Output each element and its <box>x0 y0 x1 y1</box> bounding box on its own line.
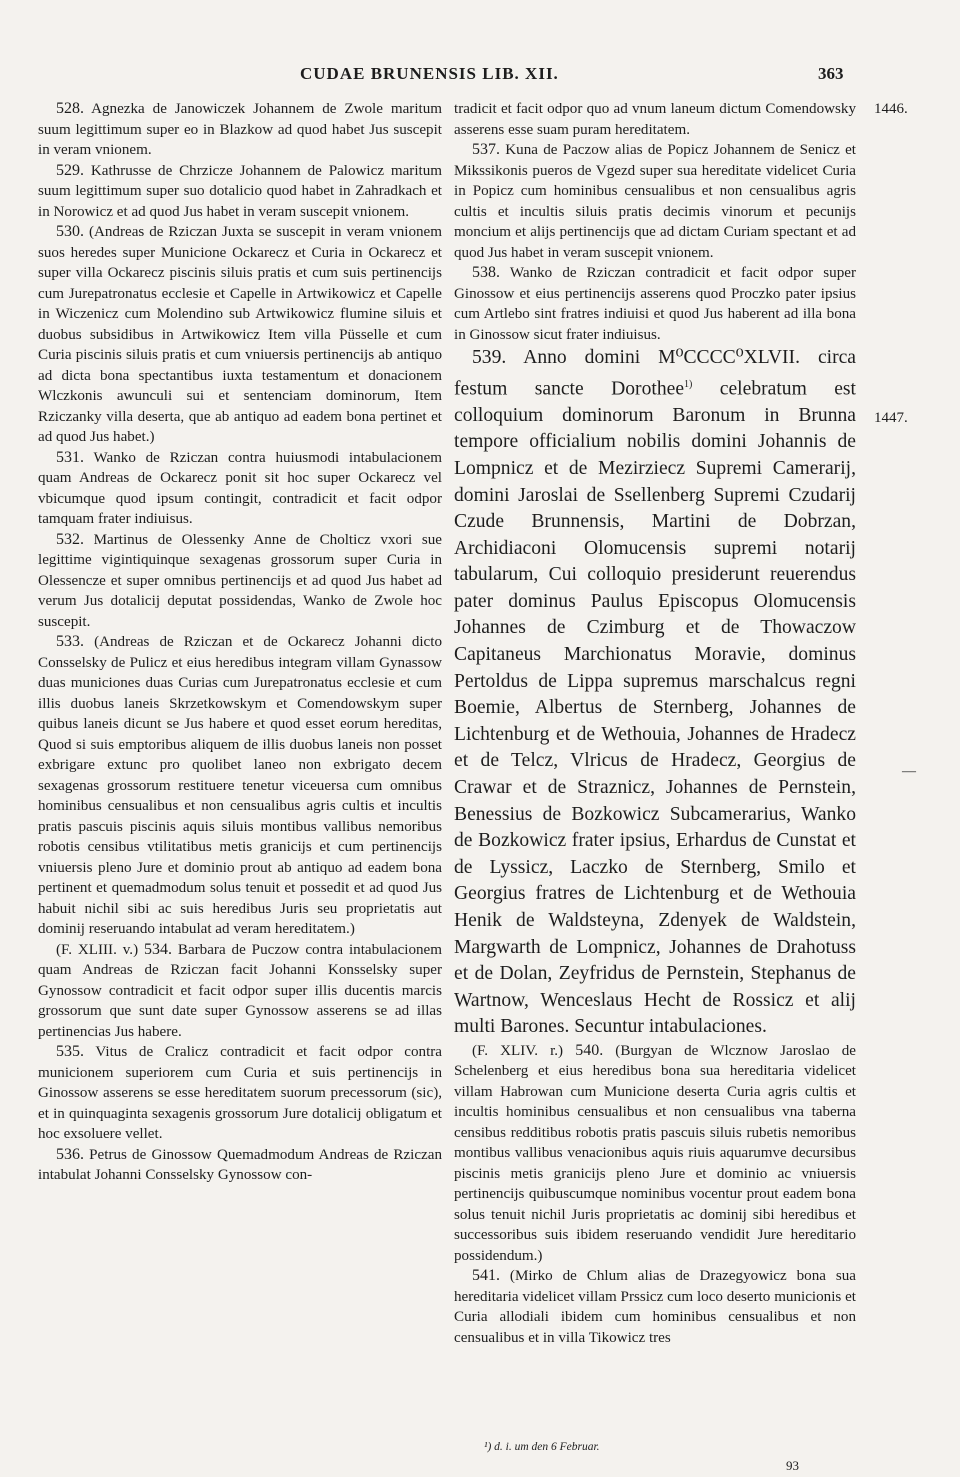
left-column <box>38 99 442 1186</box>
footnote: ¹) d. i. um den 6 Februar. <box>484 1441 600 1453</box>
entry-text: (Andreas de Rziczan Juxta se suscepit in veram vnionem suos heredes super Municione Ockarecz et Curia in Ockarecz et super villa Ockarecz piscinis siluis pratis et cum suis pertinencijs cum Jurepatronatus ecclesie et Capelle in Artwikowicz et Capelle in Wiczenicz cum Molendino sub Artwikowicz flumine siluis et duobus subsidibus in Artwikowicz Item villa Püsselle et cum Curia piscinis siluis pratis et cum vniuersis pertinencijs ab antiquo ad dicta bona spectantibus iuxta testamentum et donacionem Wlczkonis awunculi sui et sentenciam dominorum, Item Rziczanky villa deserta, que ab antiquo ad eadem bona pertinet et ad quod Jus habet.) <box>38 224 442 445</box>
entry-531 <box>38 448 442 530</box>
entry-text: tradicit et facit odpor quo ad vnum laneum dictum Comendowsky asserens esse suam puram hereditatem. <box>454 101 856 138</box>
entry-number: 537. <box>472 141 500 158</box>
entry-number: 528. <box>56 100 84 117</box>
entry-text: Kathrusse de Chrzicze Johannem de Palowicz maritum suum legittimum super suo dotalicio quod habet in Zahradkach et in Norowicz et ad quod Jus habet in veram suscepit vnionem. <box>38 162 442 220</box>
entry-number: 541. <box>472 1267 500 1285</box>
entry-text: Wanko de Rziczan contra huiusmodi intabulacionem quam Andreas de Ockarecz ponit sit hoc super Ockarecz vel vbicumque quod ipsum contingit, contradicit et facit odpor tamquam frater indiuisus. <box>38 449 442 527</box>
page-number: 363 <box>818 64 844 83</box>
entry-text: Vitus de Cralicz contradicit et facit odpor contra municionem superiorem cum Curia et suis pertinencijs in Ginossow asserens se esse hereditatem suorum precessorum (sic), et in quinquaginta sexagenis grossorum Jure dotalicij obligatum et hoc exsoluere vellet. <box>38 1044 442 1142</box>
margin-dash: — <box>902 764 916 779</box>
entry-539 <box>454 345 856 1041</box>
entry-number: 531. <box>56 448 84 466</box>
margin-year: 1446. <box>874 101 908 117</box>
entry-text: (Mirko de Chlum alias de Drazegyowicz bona sua hereditaria videlicet villam Prssicz cum loco deserto municionis et Curia allodiali ibidem cum hominibus censualibus et non censualibus et in villa Tikowicz tres <box>454 1268 856 1346</box>
running-head: CUDAE BRUNENSIS LIB. XII. <box>300 64 559 83</box>
entry-number: 538. <box>472 264 500 281</box>
entry-537 <box>454 140 856 263</box>
entry-number: 535. <box>56 1043 84 1060</box>
entry-530 <box>38 222 442 448</box>
entry-text: celebratum est colloquium dominorum Baronum in Brunna tempore officialium nobilis domini Johannis de Lompnicz et de Mezirziecz Supremi Camerarij, domini Jaroslai de Ssellenberg Supremi Czudarij Czude Brunnensis, Martini de Dobrzan, Archidiaconi Olomucensis supremi notarij tabularum, Cui colloquio presiderunt reuerendus pater dominus Paulus Episcopus Olomucensis Johannes de Czimburg et de Thowaczow Capitaneus Marchionatus Moravie, dominus Pertoldus de Lippa supremus marschalcus regni Boemie, Albertus de Sternberg, Johannes de Lichtenburg et de Wethouia, Johannes de Hradecz et de Telcz, Vlricus de Hradecz, Georgius de Crawar et de Straznicz, Johannes de Pernstein, Benessius de Bozkowicz Subcamerarius, Wanko de Bozkowicz frater ipsius, Erhardus de Cunstat et de Lyssicz, Laczko de Sternberg, Smilo et Georgius fratres de Lichtenburg et de Wethouia Henik de Waldsteyna, Zdenyek de Waldstein, Margwarth de Lompnicz, Johannes de Drahotuss et de Dolan, Zeyfridus de Pernstein, Stephanus de Wartnow, Wenceslaus Hecht de Rossicz et alij multi Barones. Secuntur intabulaciones. <box>454 378 856 1038</box>
entry-541 <box>454 1266 856 1348</box>
entry-529 <box>38 161 442 223</box>
entry-532 <box>38 530 442 633</box>
entry-text: Barbara de Puczow contra intabulacionem quam Andreas de Rziczan facit Johanni Konsselsky super Gynossow contradicit et facit odpor super illis ducentis marcis grossorum que sunt date super Gynossow asserens se ad illas pertinencias Jus habere. <box>38 941 442 1040</box>
entry-536-continued <box>454 99 856 140</box>
footnote-mark: 1) <box>684 378 693 390</box>
right-column <box>454 99 856 1348</box>
entry-number: 534. <box>144 940 172 958</box>
entry-534 <box>38 940 442 1043</box>
entry-536 <box>38 1145 442 1186</box>
entry-number: 536. <box>56 1145 84 1163</box>
entry-number: 529. <box>56 161 84 179</box>
entry-text: Agnezka de Janowiczek Johannem de Zwole maritum suum legittimum super eo in Blazkow ad quod habet Jus suscepit in veram vnionem. <box>38 101 443 158</box>
entry-text: Anno domini M⁰CCCC⁰XLVII. circa festum sancte Dorothee <box>454 347 857 400</box>
entry-text: Wanko de Rziczan contradicit et facit odpor super Ginossow et eius pertinencijs asserens quod Proczko pater ipsius cum Artlebo sint fratres indiuisi et quod Jus haberent ad illa bona in Ginossow sicut frater indiuisus. <box>454 265 856 343</box>
margin-year: 1447. <box>874 410 908 426</box>
entry-540 <box>454 1041 856 1267</box>
folio-ref: (F. XLIV. r.) <box>472 1042 564 1059</box>
entry-533 <box>38 632 442 940</box>
entry-text: Martinus de Olessenky Anne de Cholticz vxori sue legittime vigintiquinque sexagenas grossorum super Curia in Olessencze et super omnibus pertinencijs et ad quod Jus habet ad verum Jus dotalicij deputat possidendas, Wanko de Zwole hoc suscepit. <box>38 531 442 630</box>
entry-text: (Burgyan de Wlcznow Jaroslao de Schelenberg et eius heredibus bona sua hereditaria videlicet villam Habrowan cum Municione deserta Curia agris cultis et incultis hominibus censualibus et non censualibus vna taberna censibus redditibus robotis pratis pascuis siluis rubetis nemoribus montibus vallibus venacionibus aquis riuis aquarumve decursibus piscinis metis granicijs pleno Jure et dominio ac vniuersis pertinencijs quibuscumque nominibus vocentur prout eadem bona solus tenuit nichil Juris proprietatis ac dominij sibi heredibus et successoribus suis ibidem reseruando vendidit Jure hereditario possidendum.) <box>454 1042 856 1264</box>
entry-number: 540. <box>575 1041 604 1059</box>
entry-number: 532. <box>56 530 84 548</box>
entry-number: 539. <box>472 347 507 368</box>
entry-text: Kuna de Paczow alias de Popicz Johannem de Senicz et Mikssikonis pueros de Vgezd super sua hereditate videlicet Curia in Popicz cum hominibus censualibus et non censualibus agris cultis et incultis siluis pratis decimis vinorum et pecunijs moncium et alijs pertinencijs que ad dictam Curiam spectant et ad quod Jus habet in veram suscepit vnionem. <box>454 142 856 261</box>
entry-number: 533. <box>56 633 84 650</box>
entry-528 <box>38 99 442 161</box>
entry-535 <box>38 1042 442 1145</box>
entry-text: (Andreas de Rziczan et de Ockarecz Johanni dicto Consselsky de Pulicz et eius heredibus integram villam Gynassow duas municiones duas Curias cum Jurepatronatus ecclesie et cum illis duobus laneis Skrzetkowskym et Comendowskym super quibus laneis dicunt se Jus habere et quod esset eorum hereditas, Quod si suis emptoribus aliquem de illis duobus laneis non posset exbrigare extunc pro quolibet laneo non exbrigato decem sexagenas grossorum restituere tenetur viceuersa cum omnibus hominibus censualibus et non censualibus agris cultis et incultis pratis pascuis piscinis aquis siluis montibus vallibus nemoribus robotis censibus vtilitatibus metis granicijs et cum pertinencijs vniuersis pleno Jure et dominio prout ab antiquo ad eadem bona pertinent et quemadmodum solus tenuit et possedit et ad quod Jus habuit nichil sibi ac suis heredibus Juris seu proprietatis aut dominij reseruando intabulat ad veram hereditatem.) <box>38 634 442 937</box>
folio-ref: (F. XLIII. v.) <box>56 941 139 958</box>
entry-538 <box>454 263 856 345</box>
signature-mark: 93 <box>786 1458 799 1473</box>
entry-text: Petrus de Ginossow Quemadmodum Andreas de Rziczan intabulat Johanni Consselsky Gynossow con- <box>38 1146 442 1183</box>
entry-number: 530. <box>56 223 84 240</box>
